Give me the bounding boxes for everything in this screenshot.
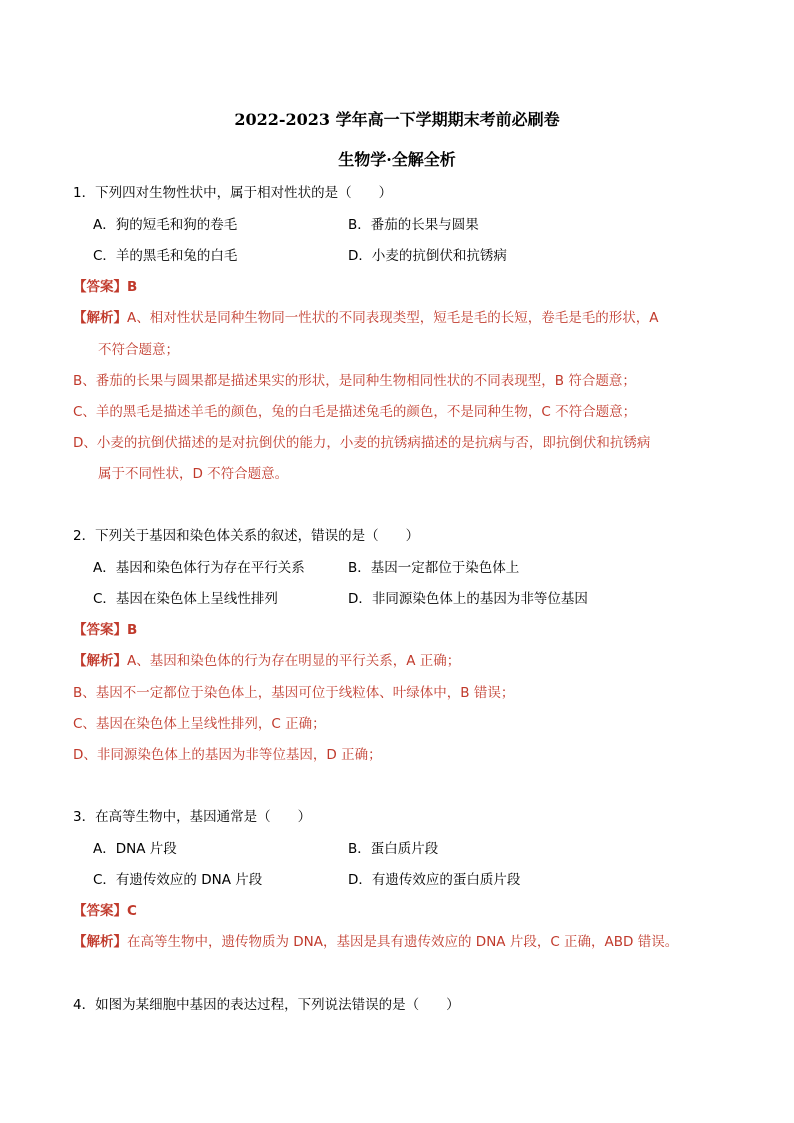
question-3-answer [73, 902, 137, 920]
question-3-option-a: A．DNA 片段 [93, 841, 177, 857]
analysis-text: D、小麦的抗倒伏描述的是对抗倒伏的能力，小麦的抗锈病描述的是抗病与否，即抗倒伏和抗锈病 [73, 435, 651, 451]
analysis-text: A、基因和染色体的行为存在明显的平行关系，A 正确； [127, 653, 461, 669]
question-2-option-c: C．基因在染色体上呈线性排列 [93, 591, 278, 607]
analysis-text: 不符合题意； [98, 342, 179, 358]
question-3-stem: 3．在高等生物中，基因通常是（ ） [73, 809, 312, 825]
analysis-text: D、非同源染色体上的基因为非等位基因，D 正确； [73, 747, 382, 763]
question-1-option-b: B．番茄的长果与圆果 [348, 217, 479, 233]
question-3-analysis-line [73, 933, 678, 951]
analysis-text: 在高等生物中，遗传物质为 DNA，基因是具有遗传效应的 DNA 片段，C 正确，ABD 错误。 [127, 934, 679, 950]
answer-value: B [127, 622, 138, 638]
analysis-text: 属于不同性状，D 不符合题意。 [98, 466, 289, 482]
answer-value: B [127, 279, 138, 295]
analysis-text: A、相对性状是同种生物同一性状的不同表现类型，短毛是毛的长短，卷毛是毛的形状，A [127, 310, 659, 326]
analysis-text: B、基因不一定都位于染色体上，基因可位于线粒体、叶绿体中，B 错误； [73, 685, 515, 701]
answer-value: C [127, 903, 137, 919]
analysis-text: B、番茄的长果与圆果都是描述果实的形状，是同种生物相同性状的不同表现型，B 符合题意； [73, 373, 636, 389]
analysis-label: 【解析】 [73, 310, 127, 326]
page-subtitle: 生物学·全解全析 [338, 150, 456, 169]
question-1-option-c: C．羊的黑毛和兔的白毛 [93, 248, 238, 264]
analysis-label: 【解析】 [73, 934, 127, 950]
page-title: 2022-2023 学年高一下学期期末考前必刷卷 [234, 110, 560, 129]
analysis-text: C、羊的黑毛是描述羊毛的颜色，兔的白毛是描述兔毛的颜色，不是同种生物，C 不符合题意； [73, 404, 637, 420]
answer-label: 【答案】 [73, 903, 127, 919]
answer-label: 【答案】 [73, 622, 127, 638]
question-4-stem: 4．如图为某细胞中基因的表达过程，下列说法错误的是（ ） [73, 997, 460, 1013]
question-2-option-d: D．非同源染色体上的基因为非等位基因 [348, 591, 588, 607]
question-1-option-d: D．小麦的抗倒伏和抗锈病 [348, 248, 507, 264]
question-1-answer [73, 278, 137, 296]
question-1-stem: 1．下列四对生物性状中，属于相对性状的是（ ） [73, 185, 393, 201]
question-3-option-d: D．有遗传效应的蛋白质片段 [348, 872, 521, 888]
question-1-analysis-line [73, 309, 658, 327]
question-2-stem: 2．下列关于基因和染色体关系的叙述，错误的是（ ） [73, 528, 420, 544]
question-3-option-c: C．有遗传效应的 DNA 片段 [93, 872, 263, 888]
question-1-option-a: A．狗的短毛和狗的卷毛 [93, 217, 238, 233]
question-2-answer [73, 621, 137, 639]
question-3-option-b: B．蛋白质片段 [348, 841, 439, 857]
question-2-option-a: A．基因和染色体行为存在平行关系 [93, 560, 305, 576]
analysis-label: 【解析】 [73, 653, 127, 669]
question-2-analysis-line [73, 652, 460, 670]
question-2-option-b: B．基因一定都位于染色体上 [348, 560, 520, 576]
answer-label: 【答案】 [73, 279, 127, 295]
analysis-text: C、基因在染色体上呈线性排列，C 正确； [73, 716, 326, 732]
